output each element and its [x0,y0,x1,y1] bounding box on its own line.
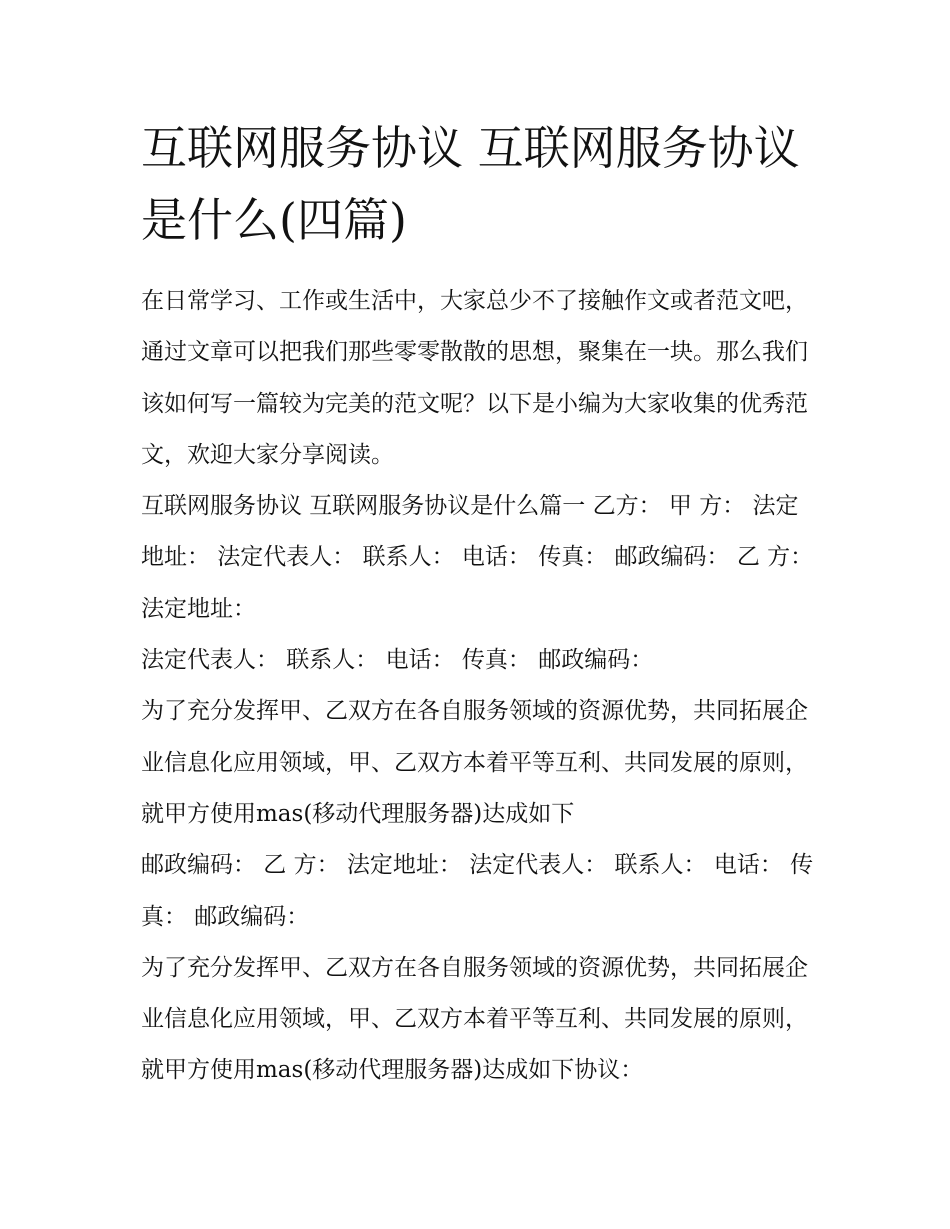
document-title: 互联网服务协议 互联网服务协议是什么(四篇) [141,121,800,247]
paragraph-purpose: 为了充分发挥甲、乙双方在各自服务领域的资源优势，共同拓展企业信息化应用领域，甲、乙双方本着平等互利、共同发展的原则，就甲方使用mas(移动代理服务器)达成如下 [141,698,808,827]
paragraph-party-b-repeat: 邮政编码： 乙 方： 法定地址： 法定代表人： 联系人： 电话： 传真： 邮政编码： [141,852,814,930]
paragraph-party-b-contacts: 法定代表人： 联系人： 电话： 传真： 邮政编码： [141,647,654,674]
document-body [141,112,821,1097]
paragraph-parties-header: 互联网服务协议 互联网服务协议是什么篇一 乙方： 甲 方： 法定地址： 法定代表人： 联系人： 电话： 传真： 邮政编码： 乙 方： 法定地址： [141,493,814,622]
paragraph-intro: 在日常学习、工作或生活中，大家总少不了接触作文或者范文吧，通过文章可以把我们那些零零散散的思想，聚集在一块。那么我们该如何写一篇较为完美的范文呢？以下是小编为大家收集的优秀范文，欢迎大家分享阅读。 [141,288,808,468]
paragraph-purpose-repeat: 为了充分发挥甲、乙双方在各自服务领域的资源优势，共同拓展企业信息化应用领域，甲、乙双方本着平等互利、共同发展的原则，就甲方使用mas(移动代理服务器)达成如下协议： [141,954,808,1084]
